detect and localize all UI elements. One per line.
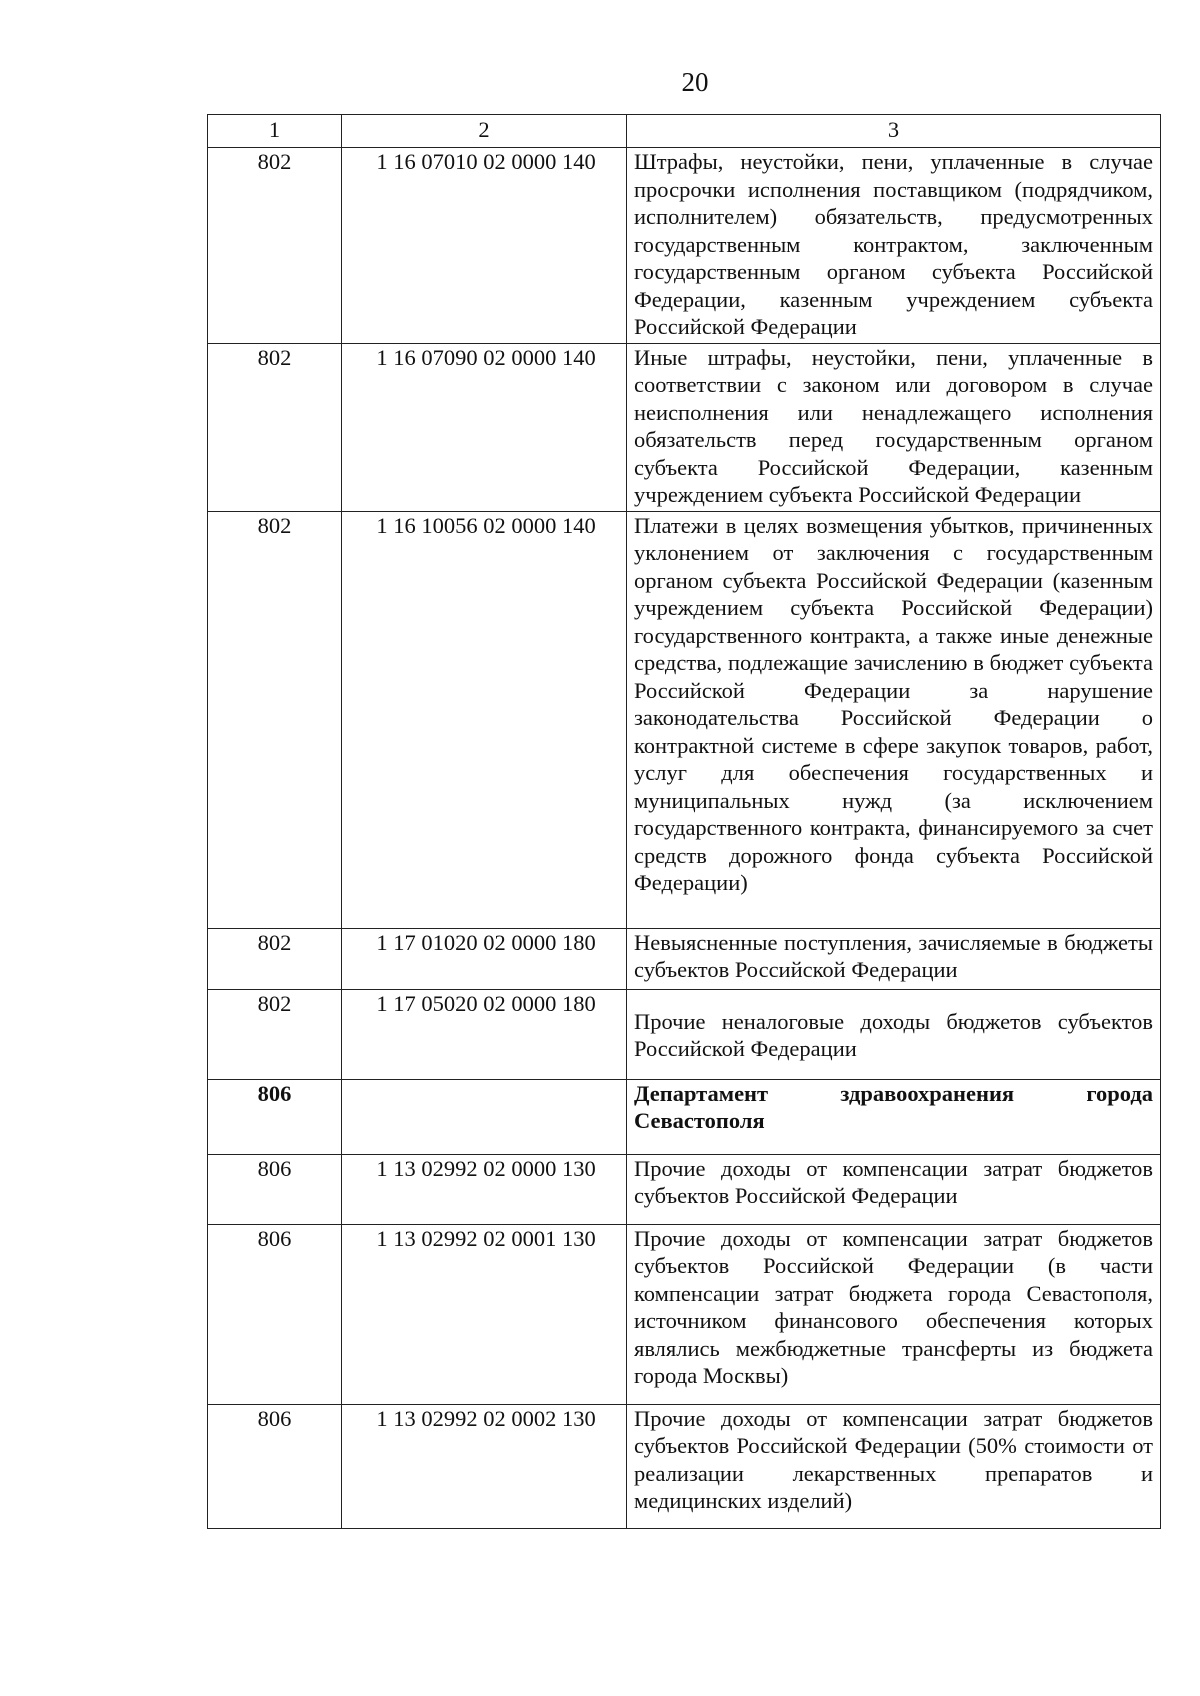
revenue-name-cell — [627, 1224, 1161, 1404]
revenue-name-cell — [627, 1404, 1161, 1528]
table-row — [208, 1224, 1161, 1404]
admin-code-cell: 806 — [208, 1079, 342, 1154]
revenue-name-text: Иные штрафы, неустойки, пени, уплаченные в соответствии с законом или договором в случае неисполнения или ненадлежащего исполнения обязательств перед государственным органом субъекта Российской Федерации, казенным учреждением субъекта Российской Федерации — [634, 344, 1153, 507]
column-header-2: 2 — [342, 115, 627, 148]
budget-code-cell: 1 16 07010 02 0000 140 — [342, 148, 627, 344]
admin-code-cell: 802 — [208, 928, 342, 989]
table-row — [208, 928, 1161, 989]
admin-code-cell: 802 — [208, 511, 342, 928]
budget-code-cell: 1 17 01020 02 0000 180 — [342, 928, 627, 989]
revenue-name-text: Прочие доходы от компенсации затрат бюджетов субъектов Российской Федерации — [634, 1155, 1153, 1208]
revenue-name-text: Штрафы, неустойки, пени, уплаченные в случае просрочки исполнения поставщиком (подрядчиком, исполнителем) обязательств, предусмотренных государственным контрактом, заключенным государственным органом субъекта Российской Федерации, казенным учреждением субъекта Российской Федерации — [634, 149, 1153, 339]
revenue-name-cell — [627, 343, 1161, 511]
table-row — [208, 1154, 1161, 1224]
table-row — [208, 511, 1161, 928]
table-row — [208, 148, 1161, 344]
table-row-department — [208, 1079, 1161, 1154]
revenue-name-text: Невыясненные поступления, зачисляемые в бюджеты субъектов Российской Федерации — [634, 929, 1153, 982]
admin-code-cell: 806 — [208, 1404, 342, 1528]
revenue-codes-table — [207, 114, 1161, 1529]
page-number: 20 — [681, 67, 709, 97]
budget-code-cell: 1 13 02992 02 0002 130 — [342, 1404, 627, 1528]
department-name-text: Департамент здравоохранения города Севастополя — [634, 1080, 1153, 1133]
revenue-name-text: Прочие доходы от компенсации затрат бюджетов субъектов Российской Федерации (50% стоимости от реализации лекарственных препаратов и медицинских изделий) — [634, 1405, 1153, 1513]
admin-code-cell: 806 — [208, 1154, 342, 1224]
budget-code-cell: 1 13 02992 02 0001 130 — [342, 1224, 627, 1404]
budget-code-cell: 1 16 07090 02 0000 140 — [342, 343, 627, 511]
admin-code-cell: 802 — [208, 148, 342, 344]
revenue-name-cell — [627, 148, 1161, 344]
table-row — [208, 343, 1161, 511]
admin-code-cell: 802 — [208, 343, 342, 511]
budget-code-cell: 1 17 05020 02 0000 180 — [342, 989, 627, 1079]
column-header-1: 1 — [208, 115, 342, 148]
admin-code-cell: 802 — [208, 989, 342, 1079]
revenue-name-text: Платежи в целях возмещения убытков, причиненных уклонением от заключения с государственным органом субъекта Российской Федерации (казенным учреждением субъекта Российской Федерации) государственного контракта, а также иные денежные средства, подлежащие зачислению в бюджет субъекта Российской Федерации за нарушение законодательства Российской Федерации о контрактной системе в сфере закупок товаров, работ, услуг для обеспечения государственных и муниципальных нужд (за исключением государственного контракта, финансируемого за счет средств дорожного фонда субъекта Российской Федерации) — [634, 512, 1153, 895]
revenue-name-text: Прочие доходы от компенсации затрат бюджетов субъектов Российской Федерации (в части компенсации затрат бюджета города Севастополя, источником финансового обеспечения которых являлись межбюджетные трансферты из бюджета города Москвы) — [634, 1225, 1153, 1388]
budget-code-cell — [342, 1079, 627, 1154]
revenue-name-cell — [627, 989, 1161, 1079]
revenue-name-cell — [627, 511, 1161, 928]
column-header-3: 3 — [627, 115, 1161, 148]
department-name-cell — [627, 1079, 1161, 1154]
budget-code-cell: 1 16 10056 02 0000 140 — [342, 511, 627, 928]
table-row — [208, 989, 1161, 1079]
budget-code-cell: 1 13 02992 02 0000 130 — [342, 1154, 627, 1224]
revenue-name-cell — [627, 1154, 1161, 1224]
table-row — [208, 1404, 1161, 1528]
revenue-name-cell — [627, 928, 1161, 989]
table-header-row — [208, 115, 1161, 148]
admin-code-cell: 806 — [208, 1224, 342, 1404]
revenue-name-text: Прочие неналоговые доходы бюджетов субъектов Российской Федерации — [634, 1008, 1153, 1061]
